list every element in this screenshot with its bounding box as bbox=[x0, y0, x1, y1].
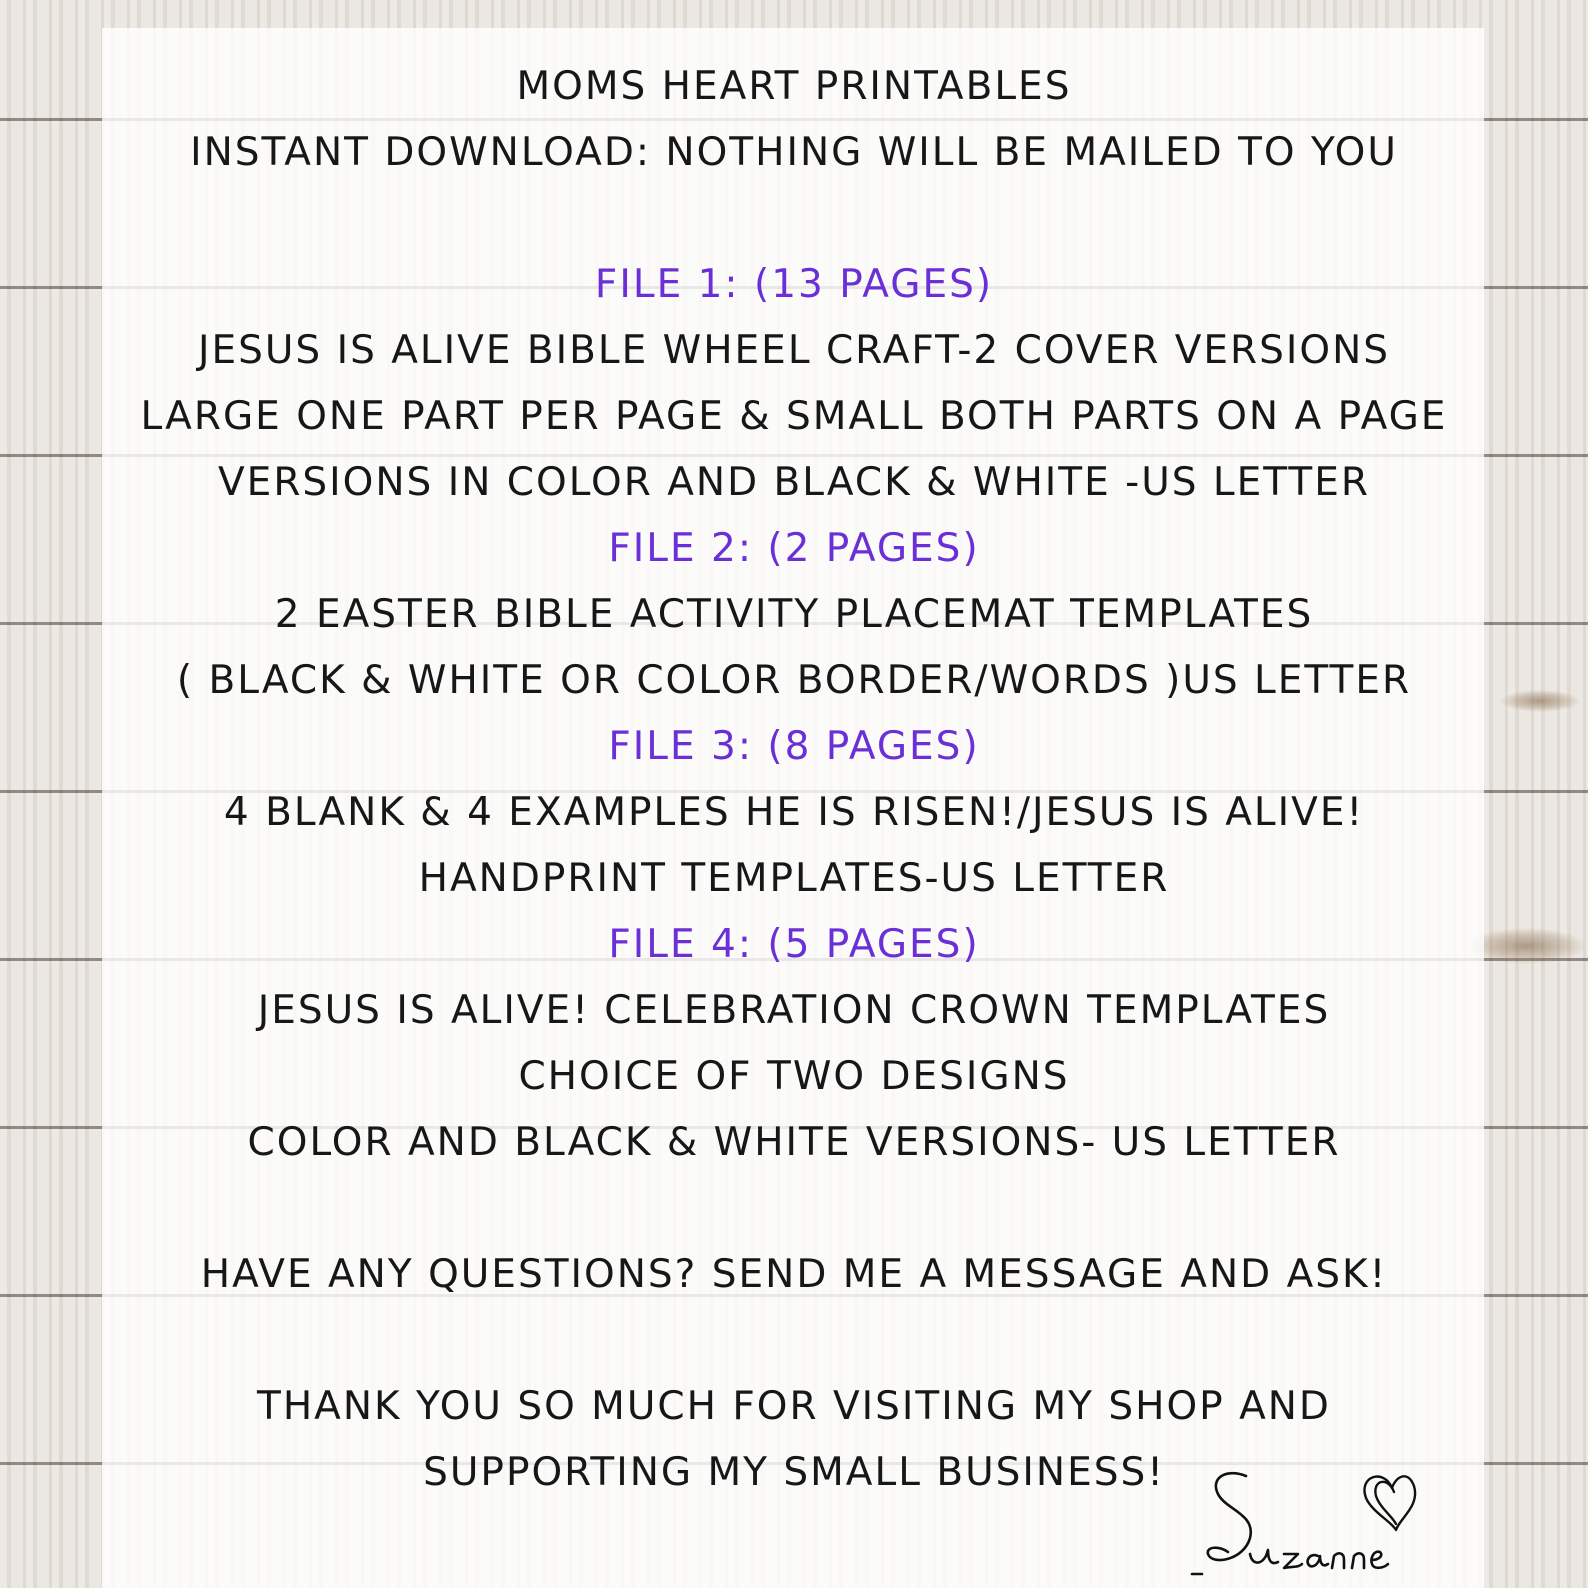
signature-graphic bbox=[1188, 1458, 1448, 1588]
spacer bbox=[0, 1176, 1588, 1242]
file-3-line: 4 BLANK & 4 EXAMPLES HE IS RISEN!/JESUS IS ALIVE! bbox=[223, 790, 1365, 835]
file-1-line: JESUS IS ALIVE BIBLE WHEEL CRAFT-2 COVER VERSIONS bbox=[197, 328, 1391, 373]
signature-script bbox=[1192, 1473, 1388, 1574]
file-4-line: CHOICE OF TWO DESIGNS bbox=[518, 1054, 1070, 1099]
file-3-title: FILE 3: (8 PAGES) bbox=[608, 724, 980, 769]
file-2-line: 2 EASTER BIBLE ACTIVITY PLACEMAT TEMPLATES bbox=[274, 592, 1314, 637]
file-2-title: FILE 2: (2 PAGES) bbox=[608, 526, 980, 571]
file-4-line: JESUS IS ALIVE! CELEBRATION CROWN TEMPLATES bbox=[257, 988, 1331, 1033]
description-content bbox=[0, 54, 1588, 1506]
file-4-line: COLOR AND BLACK & WHITE VERSIONS- US LETTER bbox=[247, 1120, 1341, 1165]
thanks-line: SUPPORTING MY SMALL BUSINESS! bbox=[423, 1450, 1165, 1495]
questions-line: HAVE ANY QUESTIONS? SEND ME A MESSAGE AND ASK! bbox=[200, 1252, 1388, 1297]
file-3-line: HANDPRINT TEMPLATES-US LETTER bbox=[418, 856, 1170, 901]
spacer bbox=[0, 186, 1588, 252]
file-2-line: ( BLACK & WHITE OR COLOR BORDER/WORDS )US LETTER bbox=[176, 658, 1412, 703]
shop-name: MOMS HEART PRINTABLES bbox=[516, 64, 1072, 109]
file-4-title: FILE 4: (5 PAGES) bbox=[608, 922, 980, 967]
signature bbox=[1188, 1458, 1448, 1588]
heart-outline-icon bbox=[1364, 1476, 1415, 1530]
spacer bbox=[0, 1308, 1588, 1374]
file-1-line: LARGE ONE PART PER PAGE & SMALL BOTH PARTS ON A PAGE bbox=[140, 394, 1448, 439]
thanks-line: THANK YOU SO MUCH FOR VISITING MY SHOP AND bbox=[257, 1384, 1331, 1429]
download-note: INSTANT DOWNLOAD: NOTHING WILL BE MAILED TO YOU bbox=[190, 130, 1398, 175]
file-1-title: FILE 1: (13 PAGES) bbox=[594, 262, 994, 307]
file-1-line: VERSIONS IN COLOR AND BLACK & WHITE -US LETTER bbox=[218, 460, 1370, 505]
